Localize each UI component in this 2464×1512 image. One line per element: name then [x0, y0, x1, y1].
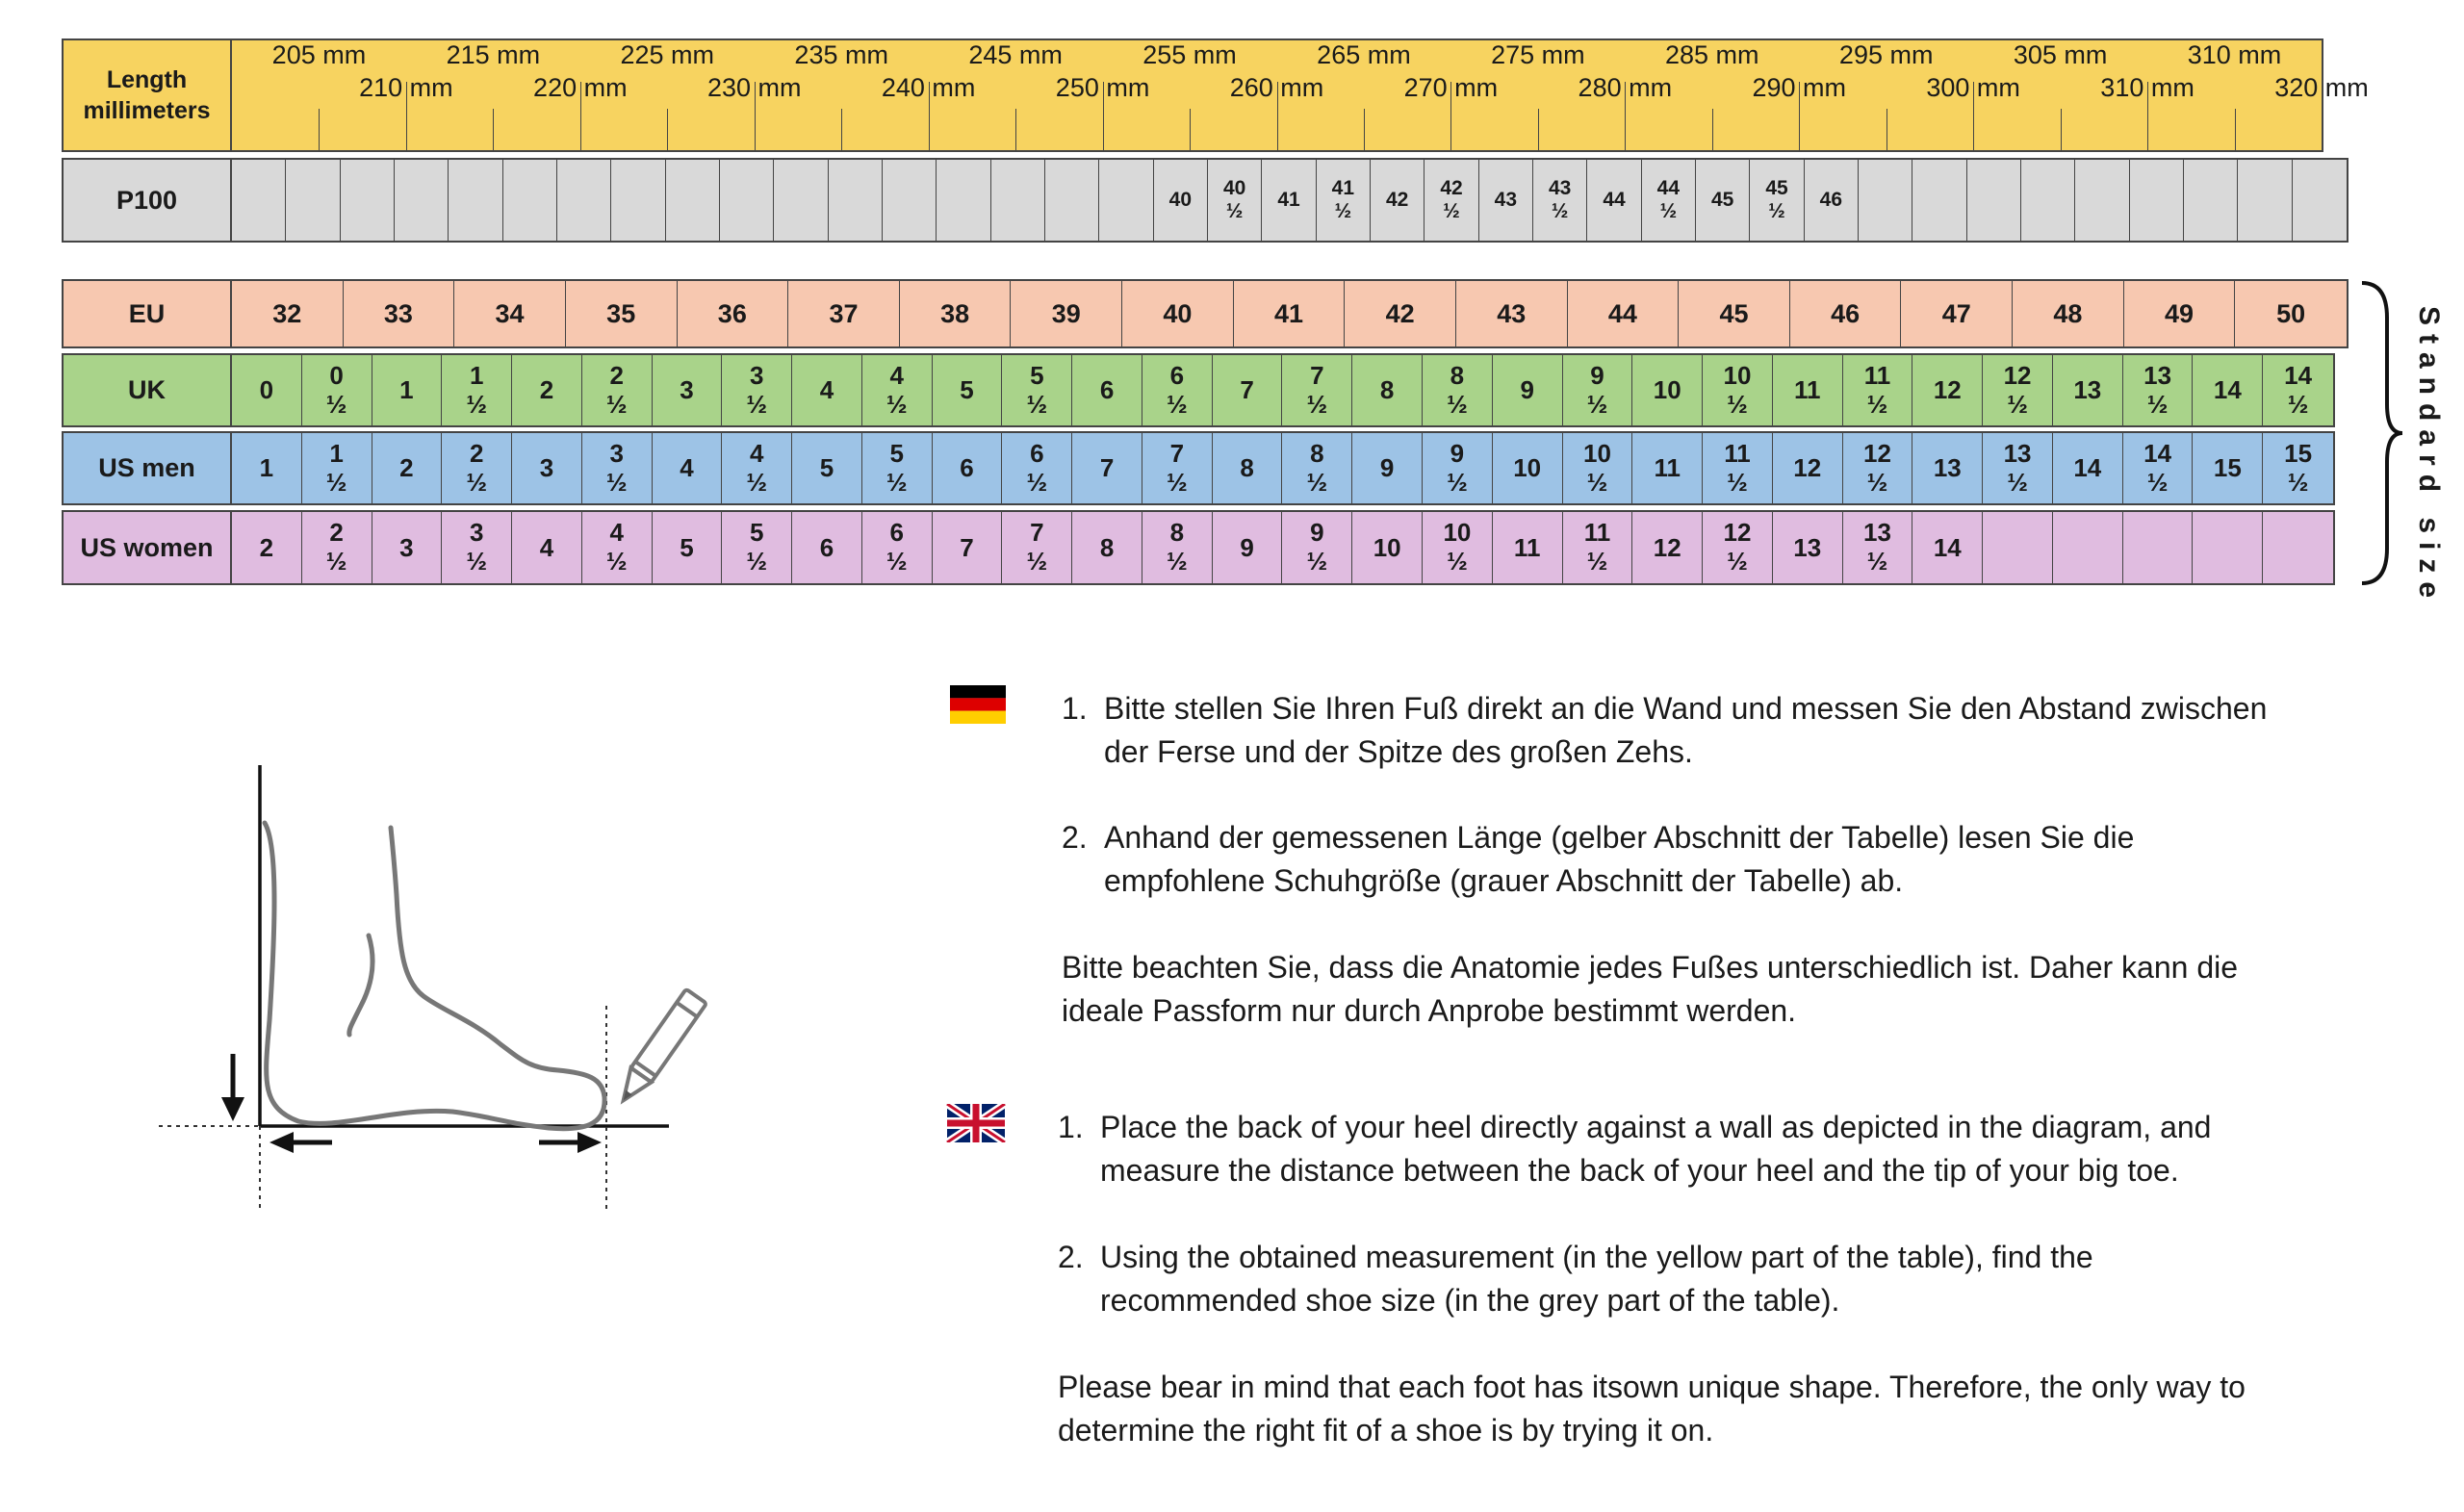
- length-table: [62, 38, 2369, 152]
- uswomen-cell: 7 ½: [1002, 512, 1072, 583]
- uk-cell: 12 ½: [1983, 355, 2053, 425]
- p100-cell: [1045, 160, 1099, 241]
- uswomen-cell: [2123, 512, 2194, 583]
- length-tick: [1712, 109, 1713, 150]
- p100-cell: [1859, 160, 1912, 241]
- usmen-cell: 6 ½: [1002, 433, 1072, 503]
- uk-label: UK: [64, 355, 232, 425]
- length-bottom-label: 220 mm: [533, 73, 628, 103]
- uk-cell: 11: [1773, 355, 1843, 425]
- uk-cell: 10: [1632, 355, 1703, 425]
- eu-cell: 45: [1679, 281, 1790, 346]
- usmen-cell: 13: [1912, 433, 1983, 503]
- eu-cell: 48: [2013, 281, 2124, 346]
- p100-cell: [2293, 160, 2347, 241]
- length-bottom-label: 250 mm: [1055, 73, 1150, 103]
- eu-cell: 35: [566, 281, 678, 346]
- length-tick: [319, 109, 320, 150]
- eu-cell: 32: [232, 281, 344, 346]
- uswomen-cell: 8: [1072, 512, 1142, 583]
- uk-cell: 6: [1072, 355, 1142, 425]
- uk-cell: 7: [1213, 355, 1283, 425]
- usmen-row: [62, 431, 2335, 505]
- uswomen-cell: 14: [1912, 512, 1983, 583]
- usmen-cell: 11: [1632, 433, 1703, 503]
- usmen-cell: 2: [372, 433, 443, 503]
- english-note: Please bear in mind that each foot has itsown unique shape. Therefore, the only way to determine the right fit of a shoe is by trying it on.: [1058, 1370, 2246, 1448]
- eu-cell: 50: [2276, 298, 2306, 328]
- length-top-label: 305 mm: [2013, 40, 2108, 69]
- p100-cell: 42 ½: [1424, 160, 1478, 241]
- german-step-1-num: 1.: [1062, 691, 1088, 726]
- uswomen-cell: 4 ½: [582, 512, 653, 583]
- usmen-cell: 12: [1773, 433, 1843, 503]
- uswomen-row: [62, 510, 2335, 585]
- uk-cell: 12: [1912, 355, 1983, 425]
- p100-cell: 42: [1371, 160, 1424, 241]
- uk-cell: 5 ½: [1002, 355, 1072, 425]
- p100-cell: [937, 160, 990, 241]
- usmen-cell: 3 ½: [582, 433, 653, 503]
- p100-cell: 43 ½: [1533, 160, 1587, 241]
- p100-cell: 44 ½: [1642, 160, 1696, 241]
- uk-cell: 0 ½: [302, 355, 372, 425]
- eu-cell: 44: [1568, 281, 1680, 346]
- eu-cell: 38: [900, 281, 1012, 346]
- p100-cells: [232, 160, 2347, 241]
- curly-bracket-icon: [2358, 279, 2406, 587]
- uk-cells: [232, 355, 2333, 425]
- uswomen-cell: 9: [1213, 512, 1283, 583]
- uk-cell: 6 ½: [1142, 355, 1213, 425]
- length-tick: [493, 109, 494, 150]
- p100-cell: [829, 160, 883, 241]
- p100-cell: 46: [1805, 160, 1859, 241]
- uswomen-cell: 5 ½: [722, 512, 792, 583]
- p100-cell: [1967, 160, 2021, 241]
- p100-cell: [232, 160, 286, 241]
- length-top-label: 285 mm: [1665, 40, 1759, 69]
- usmen-cell: 3: [512, 433, 582, 503]
- uswomen-cell: 8 ½: [1142, 512, 1213, 583]
- p100-cell: [720, 160, 774, 241]
- length-label-line1: Length: [106, 66, 188, 93]
- uswomen-cell: [2263, 512, 2333, 583]
- uswomen-cell: 11 ½: [1563, 512, 1633, 583]
- eu-label: EU: [64, 281, 232, 346]
- uswomen-cell: 9 ½: [1283, 512, 1353, 583]
- eu-cell: 41: [1234, 281, 1346, 346]
- length-top-label: 205 mm: [271, 40, 367, 69]
- length-label: [64, 40, 232, 150]
- usmen-cell: 7 ½: [1142, 433, 1213, 503]
- usmen-cell: 14: [2053, 433, 2123, 503]
- p100-cell: [557, 160, 611, 241]
- eu-cell: 42: [1345, 281, 1456, 346]
- uswomen-cells: [232, 512, 2333, 583]
- p100-cell: 41 ½: [1317, 160, 1371, 241]
- length-top-label: 245 mm: [968, 40, 1063, 69]
- uk-cell: 4 ½: [862, 355, 933, 425]
- p100-cell: 45 ½: [1750, 160, 1804, 241]
- p100-cell: [1099, 160, 1153, 241]
- length-bottom-label: 260 mm: [1229, 73, 1324, 103]
- length-tick: [1364, 109, 1365, 150]
- usmen-cell: 1: [232, 433, 302, 503]
- uswomen-cell: 5: [653, 512, 723, 583]
- uswomen-cell: 12 ½: [1703, 512, 1773, 583]
- uk-cell: 10 ½: [1703, 355, 1773, 425]
- usmen-cell: 5: [792, 433, 862, 503]
- p100-cell: [449, 160, 502, 241]
- english-step-1-text: Place the back of your heel directly against a wall as depicted in the diagram, and measure the distance between the back of your heel and the tip of your big toe.: [1100, 1110, 2212, 1188]
- length-tick: [2061, 109, 2062, 150]
- p100-cell: [774, 160, 828, 241]
- uswomen-cell: 2 ½: [302, 512, 372, 583]
- length-bottom-label: 300 mm: [1926, 73, 2020, 103]
- eu-cell: 46: [1790, 281, 1902, 346]
- uk-row: [62, 353, 2335, 427]
- usmen-cell: 6: [933, 433, 1003, 503]
- eu-cell: 43: [1456, 281, 1568, 346]
- uswomen-label: US women: [64, 512, 232, 583]
- length-tick: [1015, 109, 1016, 150]
- length-tick: [1190, 109, 1191, 150]
- p100-cell: 43: [1479, 160, 1533, 241]
- usmen-cell: 4: [653, 433, 723, 503]
- p100-cell: [341, 160, 395, 241]
- p100-cell: [2021, 160, 2075, 241]
- eu-cell: 39: [1011, 281, 1122, 346]
- p100-cell: [503, 160, 557, 241]
- uk-cell: 9 ½: [1563, 355, 1633, 425]
- p100-cell: 40 ½: [1208, 160, 1262, 241]
- eu-cell: 34: [454, 281, 566, 346]
- p100-cell: [2238, 160, 2292, 241]
- uk-cell: 7 ½: [1283, 355, 1353, 425]
- usmen-cell: 1 ½: [302, 433, 372, 503]
- uk-cell: 3: [653, 355, 723, 425]
- length-scale: [232, 40, 2369, 150]
- length-bottom-label: 310 mm: [2100, 73, 2194, 103]
- length-tick: [667, 109, 668, 150]
- german-step-2-text: Anhand der gemessenen Länge (gelber Abschnitt der Tabelle) lesen Sie die empfohlene Schuhgröße (grauer Abschnitt der Tabelle) ab.: [1104, 820, 2135, 898]
- p100-cell: 40: [1154, 160, 1208, 241]
- uk-cell: 14 ½: [2284, 360, 2313, 419]
- eu-cell: 33: [344, 281, 455, 346]
- uk-cell: 4: [792, 355, 862, 425]
- p100-cell: [883, 160, 937, 241]
- p100-cell: [2184, 160, 2238, 241]
- uswomen-cell: 13: [1773, 512, 1843, 583]
- eu-row: [62, 279, 2348, 348]
- p100-cell: 41: [1262, 160, 1316, 241]
- uk-cell: 11 ½: [1843, 355, 1913, 425]
- uswomen-cell: 11: [1493, 512, 1563, 583]
- length-tick: [2235, 109, 2236, 150]
- usmen-cell: 5 ½: [862, 433, 933, 503]
- uk-cell: 13 ½: [2123, 355, 2194, 425]
- length-top-label: 265 mm: [1317, 40, 1411, 69]
- uk-cell: 2 ½: [582, 355, 653, 425]
- uswomen-cell: 12: [1632, 512, 1703, 583]
- length-bottom-label: 280 mm: [1578, 73, 1673, 103]
- uswomen-cell: [2193, 512, 2263, 583]
- p100-row: [62, 158, 2348, 243]
- length-bottom-label: 320 mm: [2274, 73, 2369, 103]
- uk-cell: 8 ½: [1423, 355, 1493, 425]
- germany-flag-icon: [950, 685, 1006, 724]
- p100-cell: [286, 160, 340, 241]
- usmen-label: US men: [64, 433, 232, 503]
- p100-label: P100: [64, 160, 232, 241]
- eu-cell: 36: [678, 281, 789, 346]
- length-top-label: 255 mm: [1142, 40, 1237, 69]
- length-top-label: 225 mm: [620, 40, 715, 69]
- usmen-cell: 10 ½: [1563, 433, 1633, 503]
- uswomen-cell: 3 ½: [442, 512, 512, 583]
- p100-cell: [2130, 160, 2184, 241]
- usmen-cells: [232, 433, 2333, 503]
- uk-flag-icon: [946, 1104, 1006, 1142]
- usmen-cell: 12 ½: [1843, 433, 1913, 503]
- eu-cell: 40: [1122, 281, 1234, 346]
- length-bottom-label: 230 mm: [706, 73, 802, 103]
- uk-cell: 5: [933, 355, 1003, 425]
- uswomen-cell: 3: [372, 512, 443, 583]
- standard-size-label: Standard size: [2413, 306, 2445, 607]
- german-step-1-text: Bitte stellen Sie Ihren Fuß direkt an die Wand und messen Sie den Abstand zwischen der Ferse und der Spitze des großen Zehs.: [1104, 691, 2268, 769]
- english-step-2-text: Using the obtained measurement (in the yellow part of the table), find the recommended shoe size (in the grey part of the table).: [1100, 1240, 2093, 1318]
- length-top-label: 295 mm: [1838, 40, 1934, 69]
- uk-cell: 13: [2053, 355, 2123, 425]
- length-bottom-label: 210 mm: [359, 73, 453, 103]
- usmen-cell: 11 ½: [1703, 433, 1773, 503]
- german-step-2-num: 2.: [1062, 820, 1088, 855]
- length-bottom-label: 290 mm: [1752, 73, 1847, 103]
- uswomen-cell: 2: [232, 512, 302, 583]
- p100-cell: [2075, 160, 2129, 241]
- usmen-cell: 9: [1352, 433, 1423, 503]
- length-label-line2: millimeters: [83, 97, 211, 124]
- usmen-cell: 4 ½: [722, 433, 792, 503]
- eu-cell: 49: [2124, 281, 2236, 346]
- uswomen-cell: 13 ½: [1843, 512, 1913, 583]
- uswomen-cell: [1983, 512, 2053, 583]
- uswomen-cell: 10 ½: [1423, 512, 1493, 583]
- length-bottom-label: 240 mm: [881, 73, 976, 103]
- length-top-label: 235 mm: [794, 40, 888, 69]
- usmen-cell: 14 ½: [2123, 433, 2194, 503]
- p100-cell: 45: [1696, 160, 1750, 241]
- uk-cell: 8: [1352, 355, 1423, 425]
- usmen-cell: 13 ½: [1983, 433, 2053, 503]
- length-top-label: 275 mm: [1491, 40, 1585, 69]
- length-top-label: 215 mm: [446, 40, 541, 69]
- german-note: Bitte beachten Sie, dass die Anatomie jedes Fußes unterschiedlich ist. Daher kann die ideale Passform nur durch Anprobe bestimmt werden.: [1062, 950, 2239, 1028]
- usmen-cell: 15: [2193, 433, 2263, 503]
- uk-cell: 14: [2193, 355, 2263, 425]
- uswomen-cell: 10: [1352, 512, 1423, 583]
- english-step-2-num: 2.: [1058, 1240, 1084, 1274]
- p100-cell: [395, 160, 449, 241]
- length-bottom-label: 270 mm: [1403, 73, 1499, 103]
- uswomen-cell: 4: [512, 512, 582, 583]
- uswomen-cell: [2053, 512, 2123, 583]
- usmen-cell: 15 ½: [2284, 438, 2313, 497]
- usmen-cell: 7: [1072, 433, 1142, 503]
- uk-cell: 9: [1493, 355, 1563, 425]
- p100-cell: [666, 160, 720, 241]
- length-tick: [1538, 109, 1539, 150]
- usmen-cell: 9 ½: [1423, 433, 1493, 503]
- uk-cell: 2: [512, 355, 582, 425]
- eu-cells: [232, 281, 2347, 346]
- usmen-cell: 2 ½: [442, 433, 512, 503]
- p100-cell: [991, 160, 1045, 241]
- length-top-label: 310 mm: [2187, 40, 2282, 69]
- uk-cell: 3 ½: [722, 355, 792, 425]
- uswomen-cell: 7: [933, 512, 1003, 583]
- english-step-1-num: 1.: [1058, 1110, 1084, 1144]
- eu-cell: 47: [1901, 281, 2013, 346]
- uk-cell: 0: [232, 355, 302, 425]
- uk-cell: 1 ½: [442, 355, 512, 425]
- length-tick: [841, 109, 842, 150]
- pencil-icon: [606, 977, 712, 1121]
- usmen-cell: 10: [1493, 433, 1563, 503]
- usmen-cell: 8 ½: [1283, 433, 1353, 503]
- p100-cell: [1912, 160, 1966, 241]
- usmen-cell: 8: [1213, 433, 1283, 503]
- p100-cell: 44: [1587, 160, 1641, 241]
- uswomen-cell: 6 ½: [862, 512, 933, 583]
- eu-cell: 37: [788, 281, 900, 346]
- uk-cell: 1: [372, 355, 443, 425]
- uswomen-cell: 6: [792, 512, 862, 583]
- length-tick: [1886, 109, 1887, 150]
- p100-cell: [611, 160, 665, 241]
